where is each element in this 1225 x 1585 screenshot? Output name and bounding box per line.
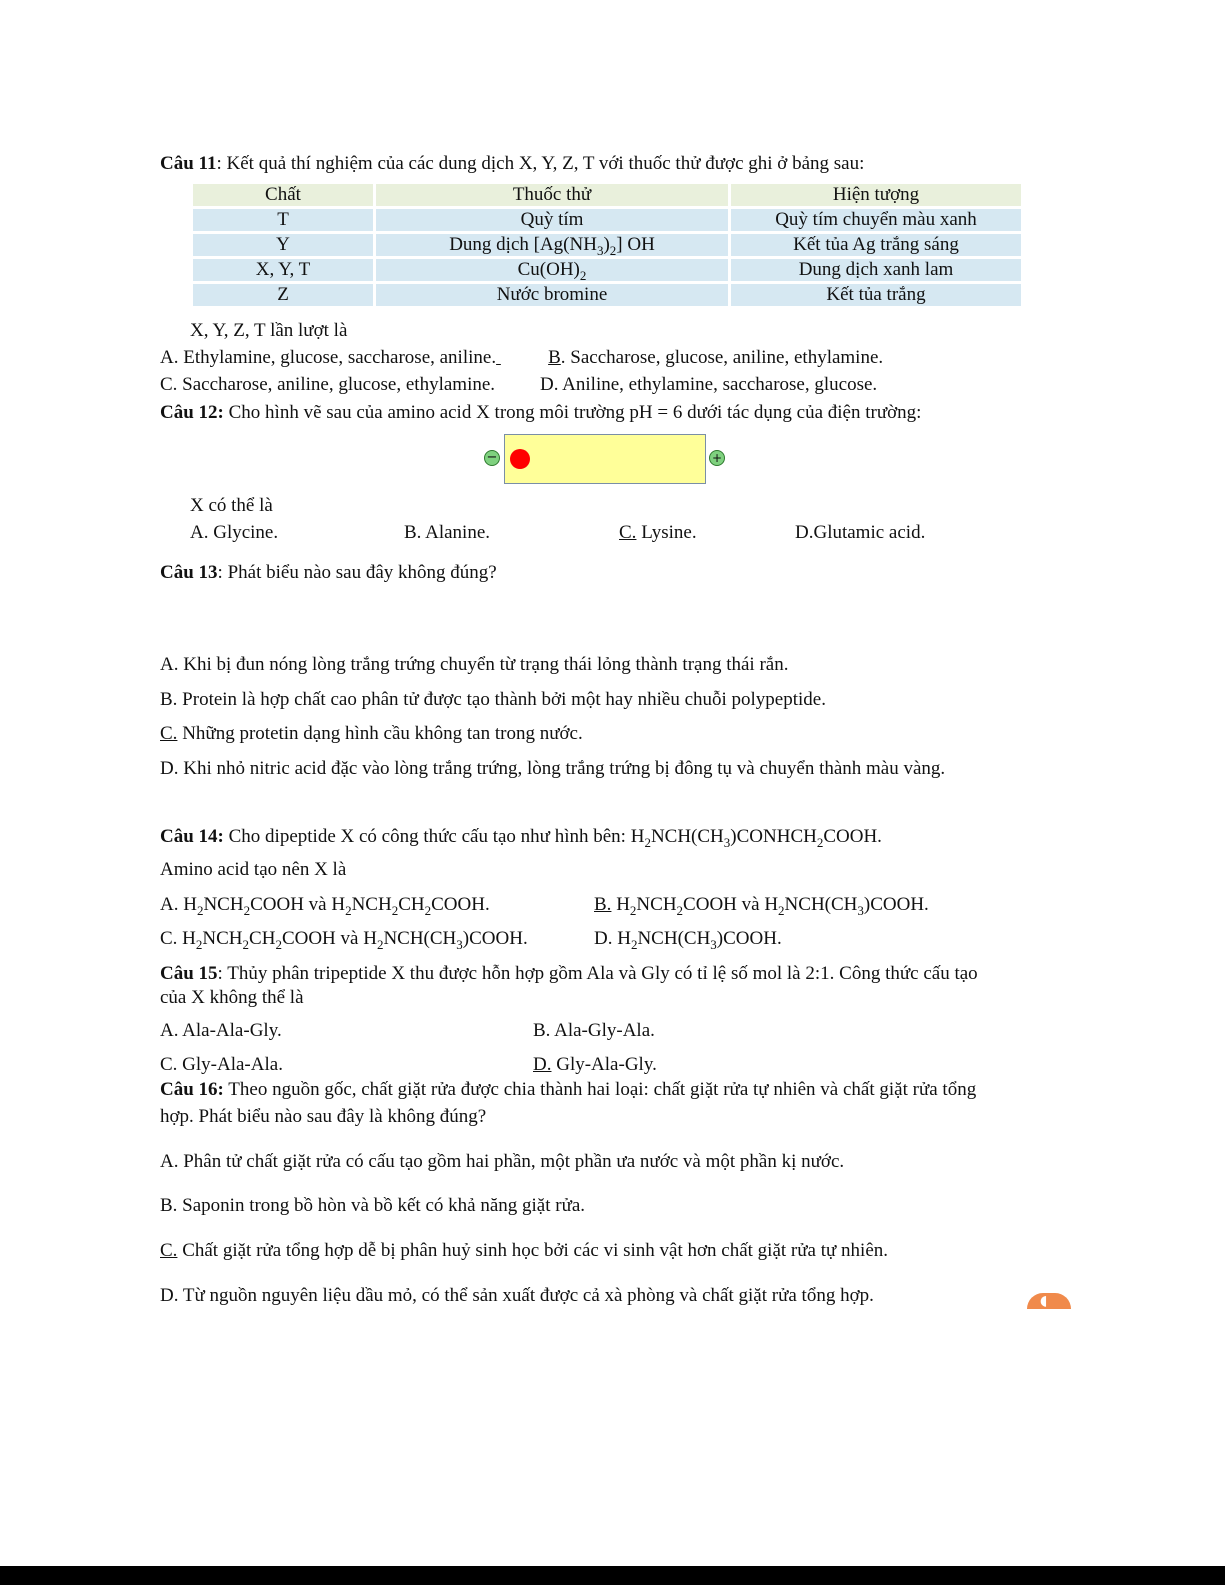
q14-option-d: D. $H_2NCH(CH_3)COOH$. (594, 928, 782, 952)
q15-option-d-text: Gly-Ala-Gly. (551, 1054, 657, 1075)
q16-label: Câu 16: (160, 1079, 224, 1100)
cell-hien-tuong: Quỳ tím chuyển màu xanh (731, 209, 1021, 231)
cell-chat: Z (193, 284, 373, 306)
q12-option-c-text: Lysine. (636, 522, 697, 543)
q15-option-d-letter: D. (533, 1054, 552, 1075)
q11-line (160, 152, 864, 176)
q15-option-a: A. Ala-Ala-Gly. (160, 1020, 282, 1041)
q16-option-d: D. Từ nguồn nguyên liệu dầu mỏ, có thể sản xuất được cả xà phòng và chất giặt rửa tổng hợp. (160, 1285, 874, 1306)
cell-hien-tuong: Dung dịch xanh lam (731, 259, 1021, 281)
q13-label: Câu 13 (160, 562, 218, 583)
cell-hien-tuong: Kết tủa trắng (731, 284, 1021, 306)
cell-chat: T (193, 209, 373, 231)
q14-option-a: A. $H_2NCH_2COOH$ và $H_2NCH_2CH_2COOH$. (160, 894, 490, 918)
cell-thuoc-thu: Dung dịch $[Ag(NH_3)_2]$ OH (376, 234, 728, 256)
q11-table (190, 181, 1024, 309)
header-hien-tuong: Hiện tượng (731, 184, 1021, 206)
q15-label: Câu 15 (160, 963, 218, 984)
footer-bar (0, 1566, 1225, 1585)
q16-text-2: hợp. Phát biểu nào sau đây là không đúng? (160, 1106, 487, 1127)
electric-field-diagram (482, 432, 732, 488)
q14-option-b (594, 893, 929, 917)
q15-text: : Thủy phân tripeptide X thu được hỗn hợp gồm Ala và Gly có tỉ lệ số mol là 2:1. Công thức cấu tạo (217, 963, 978, 984)
q14-option-b-text: $H_2NCH_2COOH$ và $H_2NCH(CH_3)COOH$. (611, 894, 929, 918)
q13-option-a: A. Khi bị đun nóng lòng trắng trứng chuyển từ trạng thái lỏng thành trạng thái rắn. (160, 654, 789, 675)
q16-option-a: A. Phân tử chất giặt rửa có cấu tạo gồm hai phần, một phần ưa nước và một phần kị nước. (160, 1151, 845, 1172)
negative-electrode-icon (484, 450, 500, 466)
q11-options-ab (160, 346, 883, 370)
q12-line (160, 401, 921, 425)
cell-chat: Y (193, 234, 373, 256)
q11-option-b: . Saccharose, glucose, aniline, ethylamine. (560, 347, 884, 368)
table-row (193, 284, 1021, 306)
q16-option-c (160, 1239, 888, 1263)
q14-label: Câu 14: (160, 826, 224, 847)
q11-text: : Kết quả thí nghiệm của các dung dịch X, Y, Z, T với thuốc thử được ghi ở bảng sau: (216, 153, 865, 174)
q13-option-c (160, 722, 583, 746)
cell-chat: X, Y, T (193, 259, 373, 281)
table-header-row (193, 184, 1021, 206)
negative-sign: − (486, 450, 498, 465)
q12-option-c-letter: C. (619, 522, 637, 543)
cell-thuoc-thu: Quỳ tím (376, 209, 728, 231)
q14-text: Cho dipeptide X có công thức cấu tạo như hình bên: $H_2NCH(CH_3)CONHCH_2COOH$. (223, 826, 882, 850)
q11-option-d: D. Aniline, ethylamine, saccharose, glucose. (540, 374, 878, 395)
q14-option-c: C. $H_2NCH_2CH_2COOH$ và $H_2NCH(CH_3)COOH$. (160, 928, 528, 952)
q16-line (160, 1078, 976, 1102)
q14-option-b-letter: B. (594, 894, 612, 915)
q11-stem: X, Y, Z, T lần lượt là (190, 320, 348, 341)
cell-hien-tuong: Kết tủa Ag trắng sáng (731, 234, 1021, 256)
positive-sign: + (711, 451, 723, 465)
q15-option-b: B. Ala-Gly-Ala. (533, 1020, 655, 1041)
table-row (193, 259, 1021, 281)
q15-text-2: của X không thể là (160, 987, 304, 1008)
cell-thuoc-thu: Nước bromine (376, 284, 728, 306)
q16-text: Theo nguồn gốc, chất giặt rửa được chia thành hai loại: chất giặt rửa tự nhiên và chất giặt rửa tổng (223, 1079, 977, 1100)
red-particle-icon (510, 449, 530, 469)
q13-text: : Phát biểu nào sau đây không đúng? (217, 562, 497, 583)
q12-option-b: B. Alanine. (404, 522, 491, 543)
q15-option-c: C. Gly-Ala-Ala. (160, 1054, 283, 1075)
q11-option-b-letter: B (548, 347, 561, 368)
q16-option-c-text: Chất giặt rửa tổng hợp dễ bị phân huỷ sinh học bởi các vi sinh vật hơn chất giặt rửa tự nhiên. (177, 1240, 889, 1261)
table-row (193, 209, 1021, 231)
q13-option-b: B. Protein là hợp chất cao phân tử được tạo thành bởi một hay nhiều chuỗi polypeptide. (160, 689, 826, 710)
field-box (504, 434, 706, 484)
q14-line (160, 825, 882, 849)
q13-line (160, 561, 497, 585)
q13-option-c-letter: C. (160, 723, 178, 744)
cell-thuoc-thu: $Cu(OH)_2$ (376, 259, 728, 281)
q12-option-d: D.Glutamic acid. (795, 522, 926, 543)
header-chat: Chất (193, 184, 373, 206)
q15-option-d (533, 1053, 657, 1077)
q11-option-a: A. Ethylamine, glucose, saccharose, aniline. (160, 347, 497, 368)
table-row (193, 234, 1021, 256)
q12-option-a: A. Glycine. (190, 522, 279, 543)
q12-stem: X có thể là (190, 495, 273, 516)
q11-label: Câu 11 (160, 153, 217, 174)
header-thuoc-thu: Thuốc thử (376, 184, 728, 206)
q16-option-c-letter: C. (160, 1240, 178, 1261)
q12-option-c (619, 521, 697, 545)
q12-label: Câu 12: (160, 402, 224, 423)
q14-stem: Amino acid tạo nên X là (160, 859, 347, 880)
q11-blank (496, 346, 548, 370)
positive-electrode-icon (709, 450, 725, 466)
q13-option-c-text: Những protetin dạng hình cầu không tan trong nước. (177, 723, 583, 744)
corner-logo-icon: ◖ (1027, 1293, 1071, 1309)
q16-option-b: B. Saponin trong bồ hòn và bồ kết có khả năng giặt rửa. (160, 1195, 586, 1216)
q13-option-d: D. Khi nhỏ nitric acid đặc vào lòng trắng trứng, lòng trắng trứng bị đông tụ và chuyển thành màu vàng. (160, 758, 946, 779)
q12-text: Cho hình vẽ sau của amino acid X trong môi trường pH = 6 dưới tác dụng của điện trường: (223, 402, 922, 423)
q15-line (160, 962, 978, 986)
q11-option-c: C. Saccharose, aniline, glucose, ethylamine. (160, 374, 496, 395)
